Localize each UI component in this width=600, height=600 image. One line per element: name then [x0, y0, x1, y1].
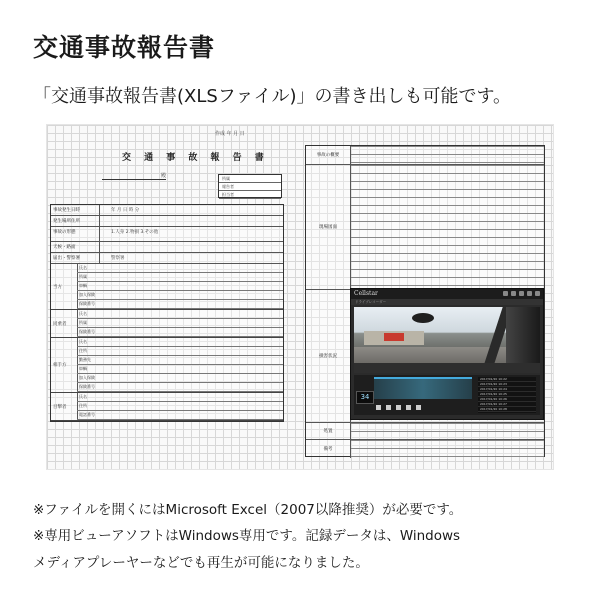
- recording-list: [478, 377, 536, 413]
- stamp-row: 担当者: [219, 191, 281, 199]
- rewind-icon[interactable]: [376, 405, 381, 410]
- rf-section-label: 備考: [306, 440, 351, 458]
- close-icon[interactable]: [535, 291, 540, 296]
- form-row: [51, 227, 283, 242]
- form-row-value: 警察署: [111, 256, 125, 261]
- form-row-label: 事故の形態: [53, 230, 76, 235]
- stop-icon[interactable]: [396, 405, 401, 410]
- form-row-label: 届出・警察署: [53, 256, 80, 261]
- form-row-value: 年 月 日 時 分: [111, 208, 140, 213]
- page-subtitle: 「交通事故報告書(XLSファイル)」の書き出しも可能です。: [33, 86, 512, 107]
- video-mirror: [412, 313, 434, 323]
- group-line: 車輌: [79, 283, 87, 288]
- g-sensor-graph: [374, 379, 472, 399]
- print-icon[interactable]: [519, 291, 524, 296]
- rf-section-label: 事故の概要: [306, 146, 351, 164]
- form-date-line: 作成 年 月 日: [215, 131, 245, 137]
- form-row: [51, 205, 283, 216]
- group-line: 氏名: [79, 394, 87, 399]
- group-line: 住所: [79, 348, 87, 353]
- form-table: [50, 204, 284, 422]
- accident-report-form: [50, 131, 288, 458]
- rf-section: [306, 440, 544, 458]
- form-group-other-party: [51, 338, 283, 393]
- rf-section-label: 処置: [306, 423, 351, 439]
- list-item[interactable]: 2017/01/20 10:27: [478, 402, 536, 407]
- stamp-row: 報告者: [219, 183, 281, 191]
- group-line: 保険番号: [79, 329, 95, 334]
- group-line: 氏名: [79, 311, 87, 316]
- video-frame: [354, 307, 540, 373]
- play-icon[interactable]: [386, 405, 391, 410]
- list-item[interactable]: 2017/01/20 10:25: [478, 392, 536, 397]
- group-line: 加入保険: [79, 292, 95, 297]
- group-label: 相手方: [53, 363, 67, 368]
- viewer-subtitle: ドライブレコーダー: [351, 299, 543, 305]
- form-row: [51, 242, 283, 253]
- rf-section-label: 現場図面: [306, 165, 351, 289]
- settings-icon[interactable]: [527, 291, 532, 296]
- viewer-toolbar: [503, 291, 540, 296]
- speed-readout: 34: [356, 391, 374, 404]
- drive-recorder-viewer: [350, 288, 544, 420]
- list-item[interactable]: 2017/01/20 10:22: [478, 377, 536, 382]
- form-title: 交 通 事 故 報 告 書: [122, 153, 269, 163]
- group-label: 当方: [53, 284, 62, 290]
- viewer-logo: Cellstar: [354, 290, 378, 297]
- rf-section-label: 損害状況: [306, 290, 351, 422]
- form-addressee: 殿: [102, 172, 166, 180]
- group-line: 車輌: [79, 366, 87, 371]
- save-icon[interactable]: [511, 291, 516, 296]
- group-line: 勤務先: [79, 357, 91, 362]
- form-group-passenger: [51, 310, 283, 338]
- group-line: 保険番号: [79, 301, 95, 306]
- group-label: 同乗者: [53, 321, 67, 327]
- folder-icon[interactable]: [503, 291, 508, 296]
- rf-section: [306, 165, 544, 290]
- form-row-label: 天候・路面: [53, 245, 76, 250]
- group-line: 加入保険: [79, 375, 95, 380]
- list-item[interactable]: 2017/01/20 10:23: [478, 382, 536, 387]
- group-line: 住所: [79, 403, 87, 408]
- note-line: メディアプレーヤーなどでも再生が可能になりました。: [33, 555, 369, 571]
- form-row-label: 事故発生日時: [53, 208, 80, 213]
- group-line: 電話番号: [79, 412, 95, 417]
- stamp-row: 所属: [219, 175, 281, 183]
- group-line: 所属: [79, 274, 87, 279]
- group-line: 所属: [79, 320, 87, 325]
- viewer-control-panel: [354, 375, 540, 415]
- page-title: 交通事故報告書: [33, 33, 216, 62]
- form-group-self: [51, 264, 283, 310]
- group-label: 目撃者: [53, 404, 67, 410]
- group-line: 氏名: [79, 339, 87, 344]
- form-row-value: 1.人身 2.物損 3.その他: [111, 230, 159, 235]
- list-item[interactable]: 2017/01/20 10:28: [478, 407, 536, 412]
- next-icon[interactable]: [416, 405, 421, 410]
- video-sign: [384, 333, 404, 341]
- group-line: 保険番号: [79, 384, 95, 389]
- rf-section: [306, 423, 544, 440]
- form-row: [51, 253, 283, 264]
- list-item[interactable]: 2017/01/20 10:24: [478, 387, 536, 392]
- viewer-titlebar: [351, 289, 543, 299]
- forward-icon[interactable]: [406, 405, 411, 410]
- playback-controls: [376, 405, 421, 410]
- note-line: ※専用ビューアソフトはWindows専用です。記録データは、Windows: [33, 528, 461, 544]
- note-line: ※ファイルを開くにはMicrosoft Excel（2007以降推奨）が必要です。: [33, 502, 463, 518]
- stamp-box: [218, 174, 282, 198]
- form-row-label: 発生場所住所: [53, 219, 80, 224]
- group-line: 氏名: [79, 265, 87, 270]
- form-group-witness: [51, 393, 283, 421]
- list-item[interactable]: 2017/01/20 10:26: [478, 397, 536, 402]
- form-row: [51, 216, 283, 227]
- video-dashboard: [354, 363, 540, 373]
- rf-section: [306, 146, 544, 165]
